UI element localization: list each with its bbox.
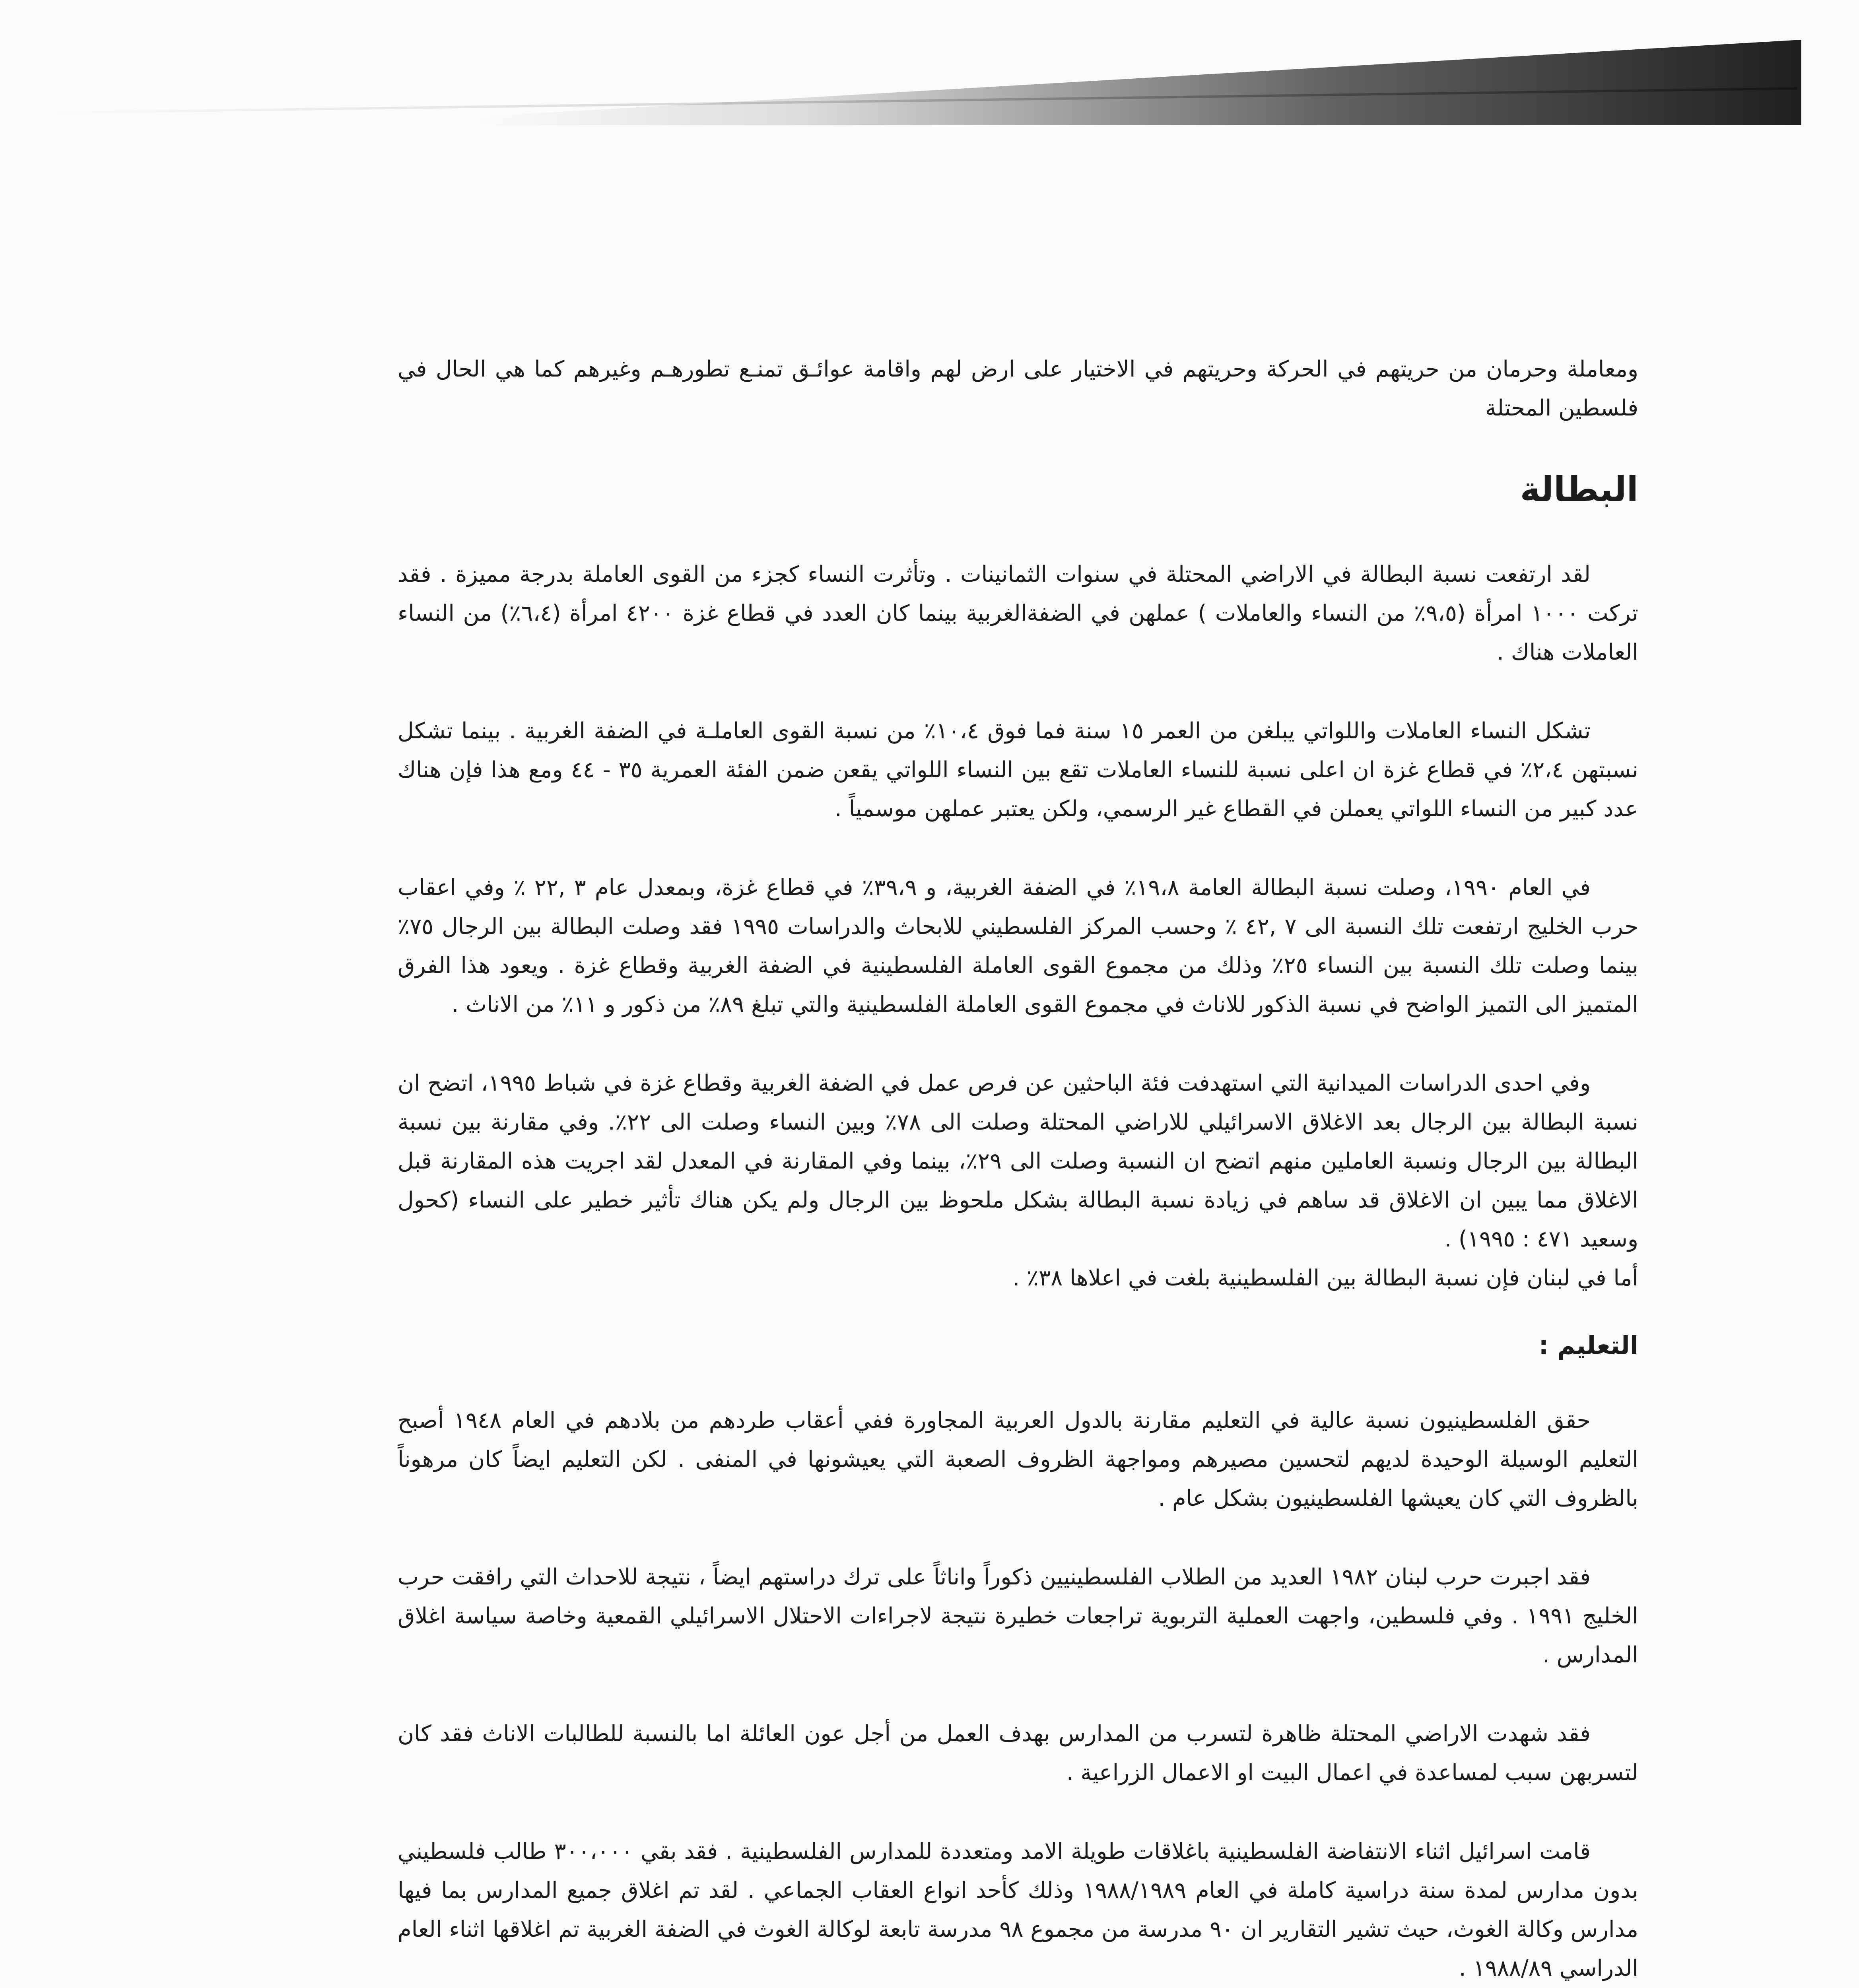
- section-heading-education: التعليم :: [1538, 1331, 1638, 1360]
- unemployment-paragraph-1: لقد ارتفعت نسبة البطالة في الاراضي المحتلة في سنوات الثمانينات . وتأثرت النساء كجزء من القوى العاملة بدرجة مميزة . فقد تركت ١٠٠٠ امرأة (٩،٥٪ من النساء والعاملات ) عملهن في الضفةالغربية بينما كان العدد في قطاع غزة ٤٢٠٠ امرأة (٦،٤٪) من النساء العاملات هناك .: [398, 561, 1638, 665]
- intro-paragraph: ومعاملة وحرمان من حريتهم في الحركة وحريتهم في الاختيار على ارض لهم واقامة عوائـق تمنـع تطورهـم وغيرهم كما هي الحال في فلسطين المحتلة: [398, 356, 1638, 421]
- scanner-shadow: [477, 40, 1801, 125]
- section-heading-unemployment: البطالة: [1520, 470, 1638, 509]
- education-paragraph-2: فقد اجبرت حرب لبنان ١٩٨٢ العديد من الطلاب الفلسطينيين ذكوراً واناثاً على ترك دراستهم ايضاً ، نتيجة للاحداث التي رافقت حرب الخليج ١٩٩١ . وفي فلسطين، واجهت العملية التربوية تراجعات خطيرة نتيجة لاجراءات الاحتلال الاسرائيلي القمعية وخاصة سياسة اغلاق المدارس .: [398, 1564, 1639, 1668]
- unemployment-paragraph-3: في العام ١٩٩٠، وصلت نسبة البطالة العامة ١٩،٨٪ في الضفة الغربية، و ٣٩،٩٪ في قطاع غزة، وبمعدل عام ٣ ,٢٢ ٪ وفي اعقاب حرب الخليج ارتفعت تلك النسبة الى ٧ ,٤٢ ٪ وحسب المركز الفلسطيني للابحاث والدراسات ١٩٩٥ فقد وصلت البطالة بين الرجال ٧٥٪ بينما وصلت تلك النسبة بين النساء ٢٥٪ وذلك من مجموع القوى العاملة الفلسطينية في الضفة الغربية وقطاع غزة . ويعود هذا الفرق المتميز الى التميز الواضح في نسبة الذكور للاناث في مجموع القوى العاملة الفلسطينية والتي تبلغ ٨٩٪ من ذكور و ١١٪ من الاناث .: [398, 875, 1638, 1017]
- unemployment-paragraph-4: وفي احدى الدراسات الميدانية التي استهدفت فئة الباحثين عن فرص عمل في الضفة الغربية وقطاع غزة في شباط ١٩٩٥، اتضح ان نسبة البطالة بين الرجال بعد الاغلاق الاسرائيلي للاراضي المحتلة وصلت الى ٧٨٪ وبين النساء وصلت الى ٢٢٪. وفي مقارنة بين نسبة البطالة بين الرجال ونسبة العاملين منهم اتضح ان النسبة وصلت الى ٢٩٪، بينما وفي المقارنة في المعدل لقد اجريت هذه المقارنة قبل الاغلاق مما يبين ان الاغلاق قد ساهم في زيادة نسبة البطالة بشكل ملحوظ بين الرجال ولم يكن هناك تأثير خطير على النساء (كحول وسعيد ٤٧١ : ١٩٩٥) .: [398, 1070, 1639, 1252]
- unemployment-paragraph-2: تشكل النساء العاملات واللواتي يبلغن من العمر ١٥ سنة فما فوق ١٠،٤٪ من نسبة القوى العاملـة في الضفة الغربية . بينما تشكل نسبتهن ٢،٤٪ في قطاع غزة ان اعلى نسبة للنساء العاملات تقع بين النساء اللواتي يقعن ضمن الفئة العمرية ٣٥ - ٤٤ ومع هذا فإن هناك عدد كبير من النساء اللواتي يعملن في القطاع غير الرسمي، ولكن يعتبر عملهن موسمياً .: [398, 718, 1638, 822]
- education-paragraph-1: حقق الفلسطينيون نسبة عالية في التعليم مقارنة بالدول العربية المجاورة ففي أعقاب طردهم من بلادهم في العام ١٩٤٨ أصبح التعليم الوسيلة الوحيدة لديهم لتحسين مصيرهم ومواجهة الظروف الصعبة التي يعيشونها في المنفى . لكن التعليم ايضاً كان مرهوناً بالظروف التي كان يعيشها الفلسطينيون بشكل عام .: [398, 1408, 1638, 1511]
- education-paragraph-3: فقد شهدت الاراضي المحتلة ظاهرة لتسرب من المدارس بهدف العمل من أجل عون العائلة اما بالنسبة للطالبات الاناث فقد كان لتسربهن سبب لمساعدة في اعمال البيت او الاعمال الزراعية .: [398, 1721, 1638, 1786]
- education-paragraph-4: قامت اسرائيل اثناء الانتفاضة الفلسطينية باغلاقات طويلة الامد ومتعددة للمدارس الفلسطينية . فقد بقي ٣٠٠،٠٠٠ طالب فلسطيني بدون مدارس لمدة سنة دراسية كاملة في العام ١٩٨٨/١٩٨٩ وذلك كأحد انواع العقاب الجماعي . لقد تم اغلاق جميع المدارس بما فيها مدارس وكالة الغوث، حيث تشير التقارير ان ٩٠ مدرسة من مجموع ٩٨ مدرسة تابعة لوكالة الغوث في الضفة الغربية تم اغلاقها اثناء العام الدراسي ١٩٨٨/٨٩ .: [398, 1839, 1639, 1981]
- unemployment-paragraph-5: أما في لبنان فإن نسبة البطالة بين الفلسطينية بلغت في اعلاها ٣٨٪ .: [1012, 1265, 1638, 1291]
- document-body: [398, 350, 1638, 1988]
